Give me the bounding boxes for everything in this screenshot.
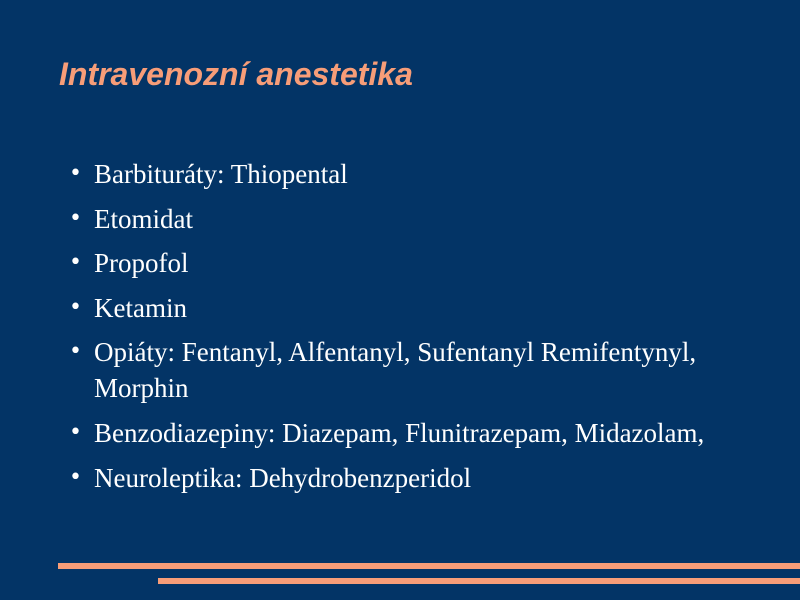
footer-accent-line-bottom <box>158 578 800 584</box>
bullet-item <box>64 460 764 496</box>
bullet-item <box>64 245 764 281</box>
bullet-dot-icon: • <box>69 250 82 276</box>
bullet-dot-icon: • <box>69 205 82 231</box>
bullet-list <box>64 156 764 504</box>
bullet-item <box>64 156 764 192</box>
bullet-text: Opiáty: Fentanyl, Alfentanyl, Sufentanyl Remifentynyl, Morphin <box>94 337 697 404</box>
slide-title: Intravenozní anestetika <box>59 56 413 92</box>
bullet-dot-icon: • <box>69 339 82 365</box>
bullet-item <box>64 201 764 237</box>
bullet-text: Neuroleptika: Dehydrobenzperidol <box>94 462 472 493</box>
bullet-dot-icon: • <box>69 464 82 490</box>
bullet-dot-icon: • <box>69 294 82 320</box>
footer-accent-line-top <box>58 563 800 569</box>
bullet-text: Barbituráty: Thiopental <box>94 159 348 189</box>
bullet-text: Etomidat <box>94 203 193 234</box>
bullet-item <box>64 334 764 406</box>
bullet-dot-icon: • <box>69 161 82 186</box>
bullet-item <box>64 415 764 451</box>
bullet-text: Ketamin <box>94 292 187 323</box>
bullet-text: Benzodiazepiny: Diazepam, Flunitrazepam, Midazolam, <box>94 417 705 448</box>
bullet-text: Propofol <box>94 248 189 279</box>
bullet-item <box>64 290 764 326</box>
bullet-dot-icon: • <box>69 419 82 445</box>
